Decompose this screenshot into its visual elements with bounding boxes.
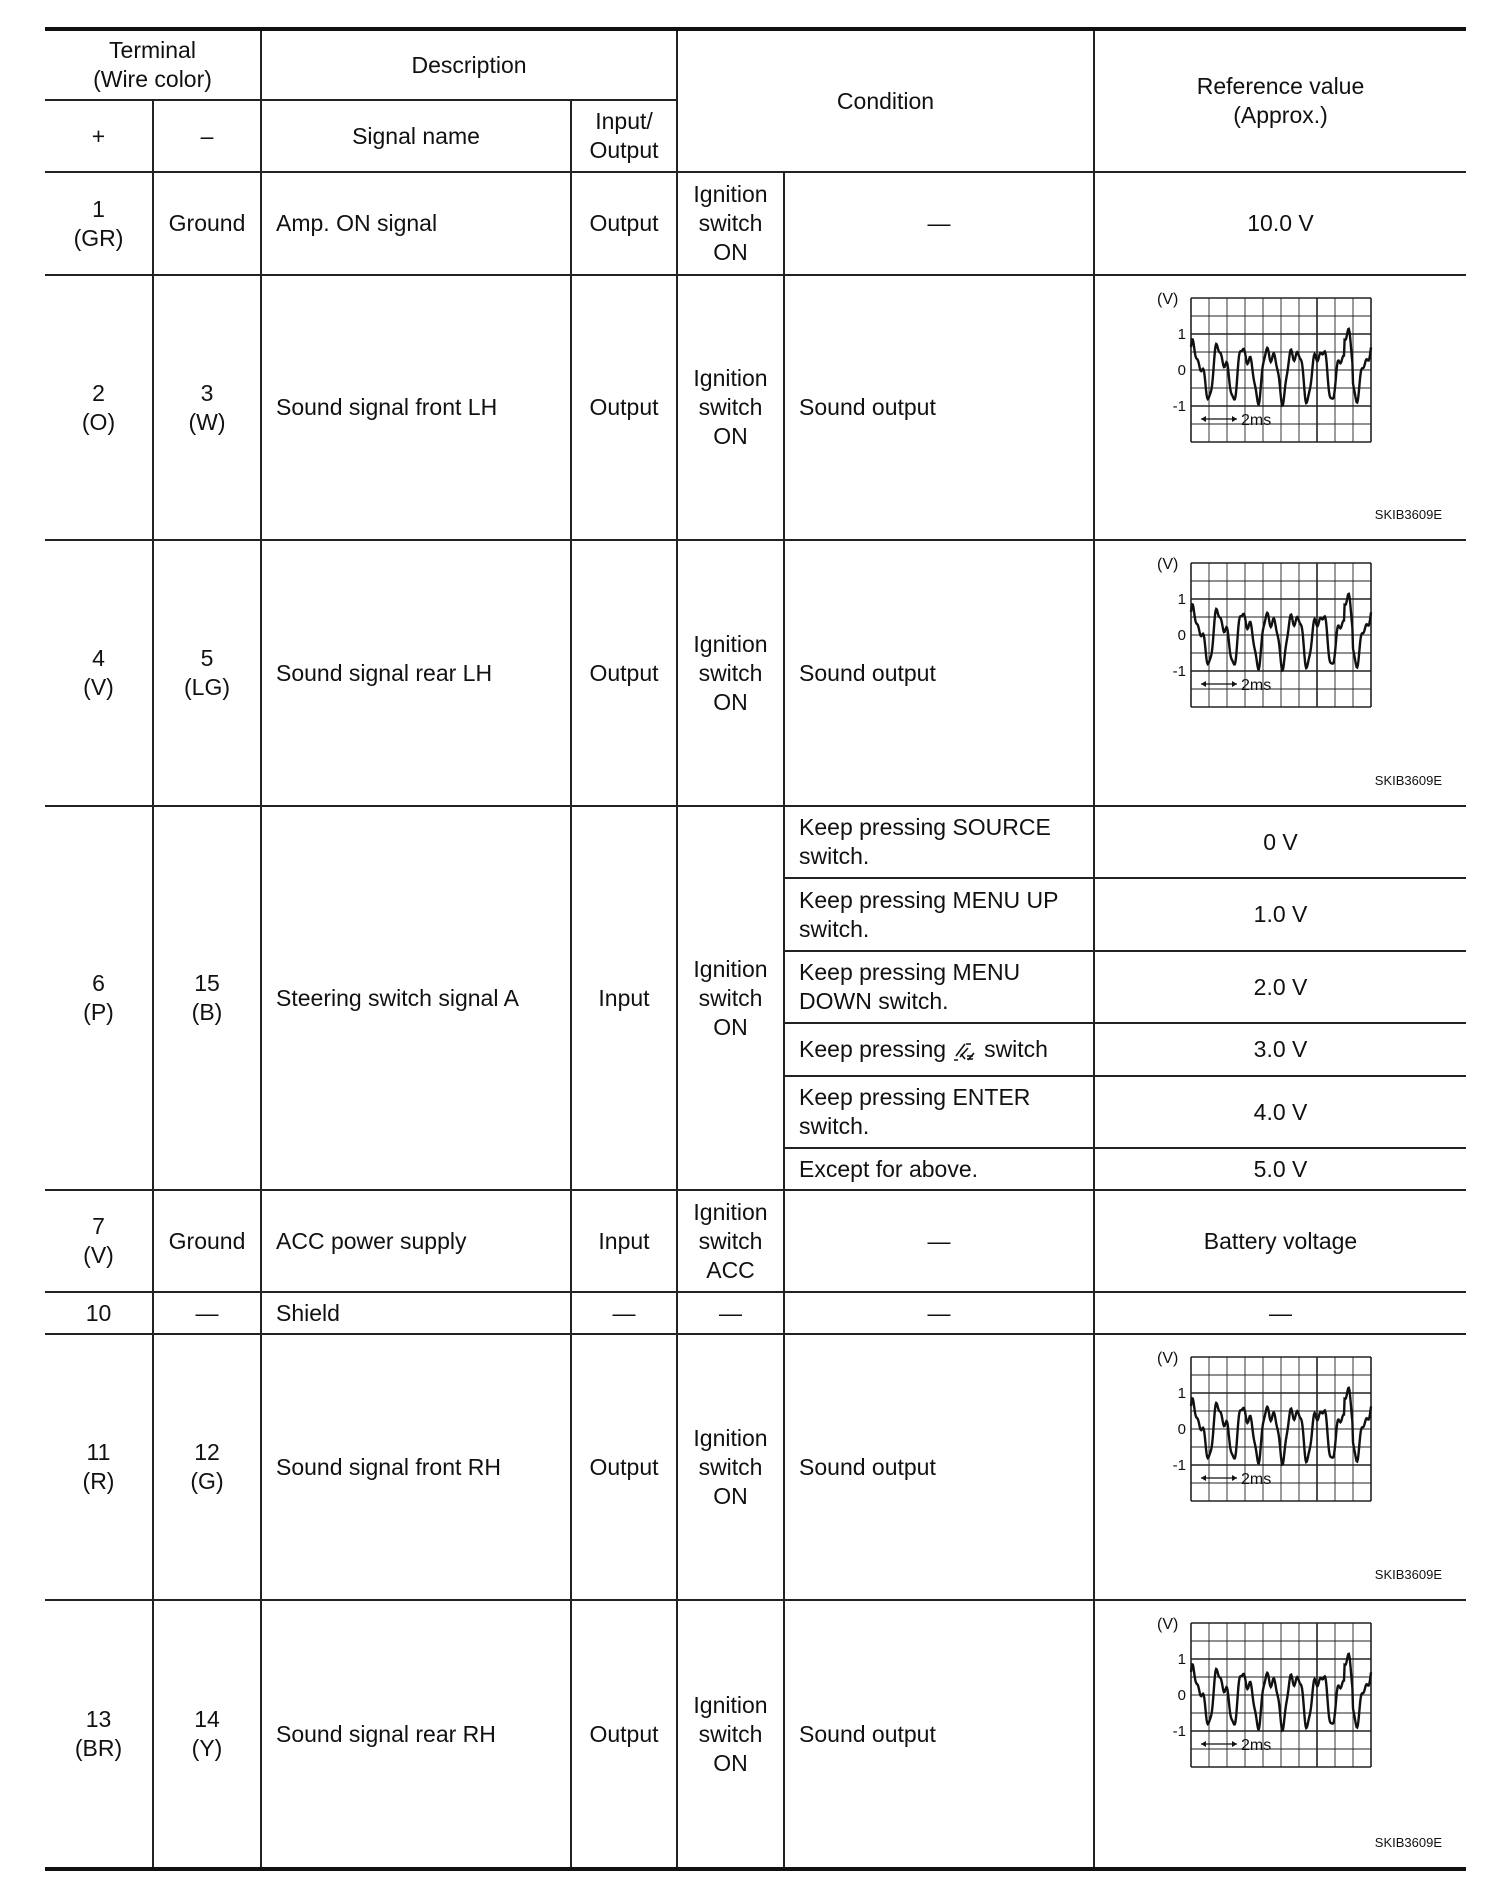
ignition-state: — xyxy=(677,1292,784,1334)
waveform-cell xyxy=(1094,1600,1466,1869)
signal-name: Steering switch signal A xyxy=(261,806,571,1190)
waveform-chart xyxy=(1131,541,1431,741)
waveform-figure xyxy=(1099,1601,1462,1867)
table-row xyxy=(45,540,1466,806)
io: Output xyxy=(571,1600,677,1869)
y-tick-label: 0 xyxy=(1177,627,1186,644)
ignition-state: Ignition switch ON xyxy=(677,172,784,275)
condition: Keep pressing MENU DOWN switch. xyxy=(784,951,1094,1023)
waveform-chart xyxy=(1131,1601,1431,1801)
reference-value: 1.0 V xyxy=(1094,878,1466,951)
terminal-plus: 7 (V) xyxy=(45,1190,153,1292)
header-condition: Condition xyxy=(677,29,1094,172)
time-scale-label: 2ms xyxy=(1240,1471,1271,1488)
terminal-minus: 15 (B) xyxy=(153,806,261,1190)
reference-value: — xyxy=(1094,1292,1466,1334)
time-scale-arrow xyxy=(1201,681,1206,687)
y-tick-label: -1 xyxy=(1172,398,1186,415)
reference-value: 5.0 V xyxy=(1094,1148,1466,1190)
condition: Keep pressing SOURCE switch. xyxy=(784,806,1094,878)
header-io: Input/ Output xyxy=(571,100,677,172)
terminal-minus: 12 (G) xyxy=(153,1334,261,1600)
y-tick-label: -1 xyxy=(1172,1723,1186,1740)
y-tick-label: 1 xyxy=(1177,1651,1186,1668)
terminal-minus: 5 (LG) xyxy=(153,540,261,806)
terminal-plus: 4 (V) xyxy=(45,540,153,806)
terminal-plus: 13 (BR) xyxy=(45,1600,153,1869)
header-plus: + xyxy=(45,100,153,172)
time-scale-arrow xyxy=(1232,416,1237,422)
time-scale-arrow xyxy=(1232,1475,1237,1481)
terminal-plus: 6 (P) xyxy=(45,806,153,1190)
io: Input xyxy=(571,806,677,1190)
axis-unit-label: (V) xyxy=(1156,1616,1178,1633)
signal-name: Amp. ON signal xyxy=(261,172,571,275)
signal-name: Shield xyxy=(261,1292,571,1334)
figure-code: SKIB3609E xyxy=(1374,1567,1443,1582)
waveform-chart xyxy=(1131,276,1431,476)
condition: Sound output xyxy=(784,275,1094,540)
ignition-state: Ignition switch ACC xyxy=(677,1190,784,1292)
y-tick-label: -1 xyxy=(1172,663,1186,680)
y-tick-label: 0 xyxy=(1177,1421,1186,1438)
tune-icon xyxy=(952,1040,978,1062)
ignition-state: Ignition switch ON xyxy=(677,540,784,806)
io: Output xyxy=(571,275,677,540)
waveform-figure xyxy=(1099,276,1462,539)
waveform-cell xyxy=(1094,540,1466,806)
time-scale-label: 2ms xyxy=(1240,412,1271,429)
header-minus: – xyxy=(153,100,261,172)
signal-name: Sound signal front LH xyxy=(261,275,571,540)
condition xyxy=(784,1023,1094,1076)
time-scale-arrow xyxy=(1201,1475,1206,1481)
time-scale-arrow xyxy=(1232,681,1237,687)
table-row xyxy=(45,275,1466,540)
reference-value: 3.0 V xyxy=(1094,1023,1466,1076)
table-row xyxy=(45,1334,1466,1600)
y-tick-label: 1 xyxy=(1177,326,1186,343)
table-row xyxy=(45,172,1466,275)
ignition-state: Ignition switch ON xyxy=(677,1600,784,1869)
terminal-plus: 1 (GR) xyxy=(45,172,153,275)
signal-name: Sound signal rear LH xyxy=(261,540,571,806)
condition: Except for above. xyxy=(784,1148,1094,1190)
terminal-minus: Ground xyxy=(153,1190,261,1292)
io: Output xyxy=(571,1334,677,1600)
io: Output xyxy=(571,540,677,806)
reference-value: 10.0 V xyxy=(1094,172,1466,275)
ignition-state: Ignition switch ON xyxy=(677,1334,784,1600)
signal-name: ACC power supply xyxy=(261,1190,571,1292)
y-tick-label: -1 xyxy=(1172,1457,1186,1474)
waveform-figure xyxy=(1099,541,1462,805)
terminal-minus: 3 (W) xyxy=(153,275,261,540)
header-description: Description xyxy=(261,29,677,100)
condition: — xyxy=(784,1190,1094,1292)
ignition-state: Ignition switch ON xyxy=(677,275,784,540)
y-tick-label: 0 xyxy=(1177,362,1186,379)
condition-text: Keep pressing xyxy=(799,1036,947,1062)
reference-value: 4.0 V xyxy=(1094,1076,1466,1148)
waveform-cell xyxy=(1094,275,1466,540)
terminal-plus: 11 (R) xyxy=(45,1334,153,1600)
figure-code: SKIB3609E xyxy=(1374,507,1443,522)
terminal-minus: Ground xyxy=(153,172,261,275)
figure-code: SKIB3609E xyxy=(1374,773,1443,788)
condition: Keep pressing ENTER switch. xyxy=(784,1076,1094,1148)
axis-unit-label: (V) xyxy=(1156,291,1178,308)
time-scale-label: 2ms xyxy=(1240,1737,1271,1754)
waveform-chart xyxy=(1131,1335,1431,1535)
terminal-minus: — xyxy=(153,1292,261,1334)
condition: Sound output xyxy=(784,1600,1094,1869)
table-row xyxy=(45,1190,1466,1292)
table-row xyxy=(45,806,1466,878)
signal-name: Sound signal front RH xyxy=(261,1334,571,1600)
time-scale-arrow xyxy=(1201,1741,1206,1747)
y-tick-label: 1 xyxy=(1177,591,1186,608)
y-tick-label: 0 xyxy=(1177,1687,1186,1704)
table-row xyxy=(45,1600,1466,1869)
reference-value: 0 V xyxy=(1094,806,1466,878)
io: Input xyxy=(571,1190,677,1292)
condition: Keep pressing MENU UP switch. xyxy=(784,878,1094,951)
waveform-cell xyxy=(1094,1334,1466,1600)
reference-value: 2.0 V xyxy=(1094,951,1466,1023)
y-tick-label: 1 xyxy=(1177,1385,1186,1402)
header-reference: Reference value (Approx.) xyxy=(1094,29,1466,172)
time-scale-arrow xyxy=(1201,416,1206,422)
terminal-plus: 10 xyxy=(45,1292,153,1334)
condition: — xyxy=(784,1292,1094,1334)
terminal-spec-table xyxy=(45,27,1466,1871)
figure-code: SKIB3609E xyxy=(1374,1835,1443,1850)
condition-text: switch xyxy=(984,1036,1048,1062)
reference-value: Battery voltage xyxy=(1094,1190,1466,1292)
ignition-state: Ignition switch ON xyxy=(677,806,784,1190)
header-terminal: Terminal (Wire color) xyxy=(45,29,261,100)
terminal-plus: 2 (O) xyxy=(45,275,153,540)
io: — xyxy=(571,1292,677,1334)
io: Output xyxy=(571,172,677,275)
signal-name: Sound signal rear RH xyxy=(261,1600,571,1869)
table-row xyxy=(45,1292,1466,1334)
axis-unit-label: (V) xyxy=(1156,556,1178,573)
condition: Sound output xyxy=(784,540,1094,806)
header-signal-name: Signal name xyxy=(261,100,571,172)
axis-unit-label: (V) xyxy=(1156,1350,1178,1367)
condition: — xyxy=(784,172,1094,275)
time-scale-label: 2ms xyxy=(1240,677,1271,694)
waveform-figure xyxy=(1099,1335,1462,1599)
condition: Sound output xyxy=(784,1334,1094,1600)
time-scale-arrow xyxy=(1232,1741,1237,1747)
terminal-minus: 14 (Y) xyxy=(153,1600,261,1869)
